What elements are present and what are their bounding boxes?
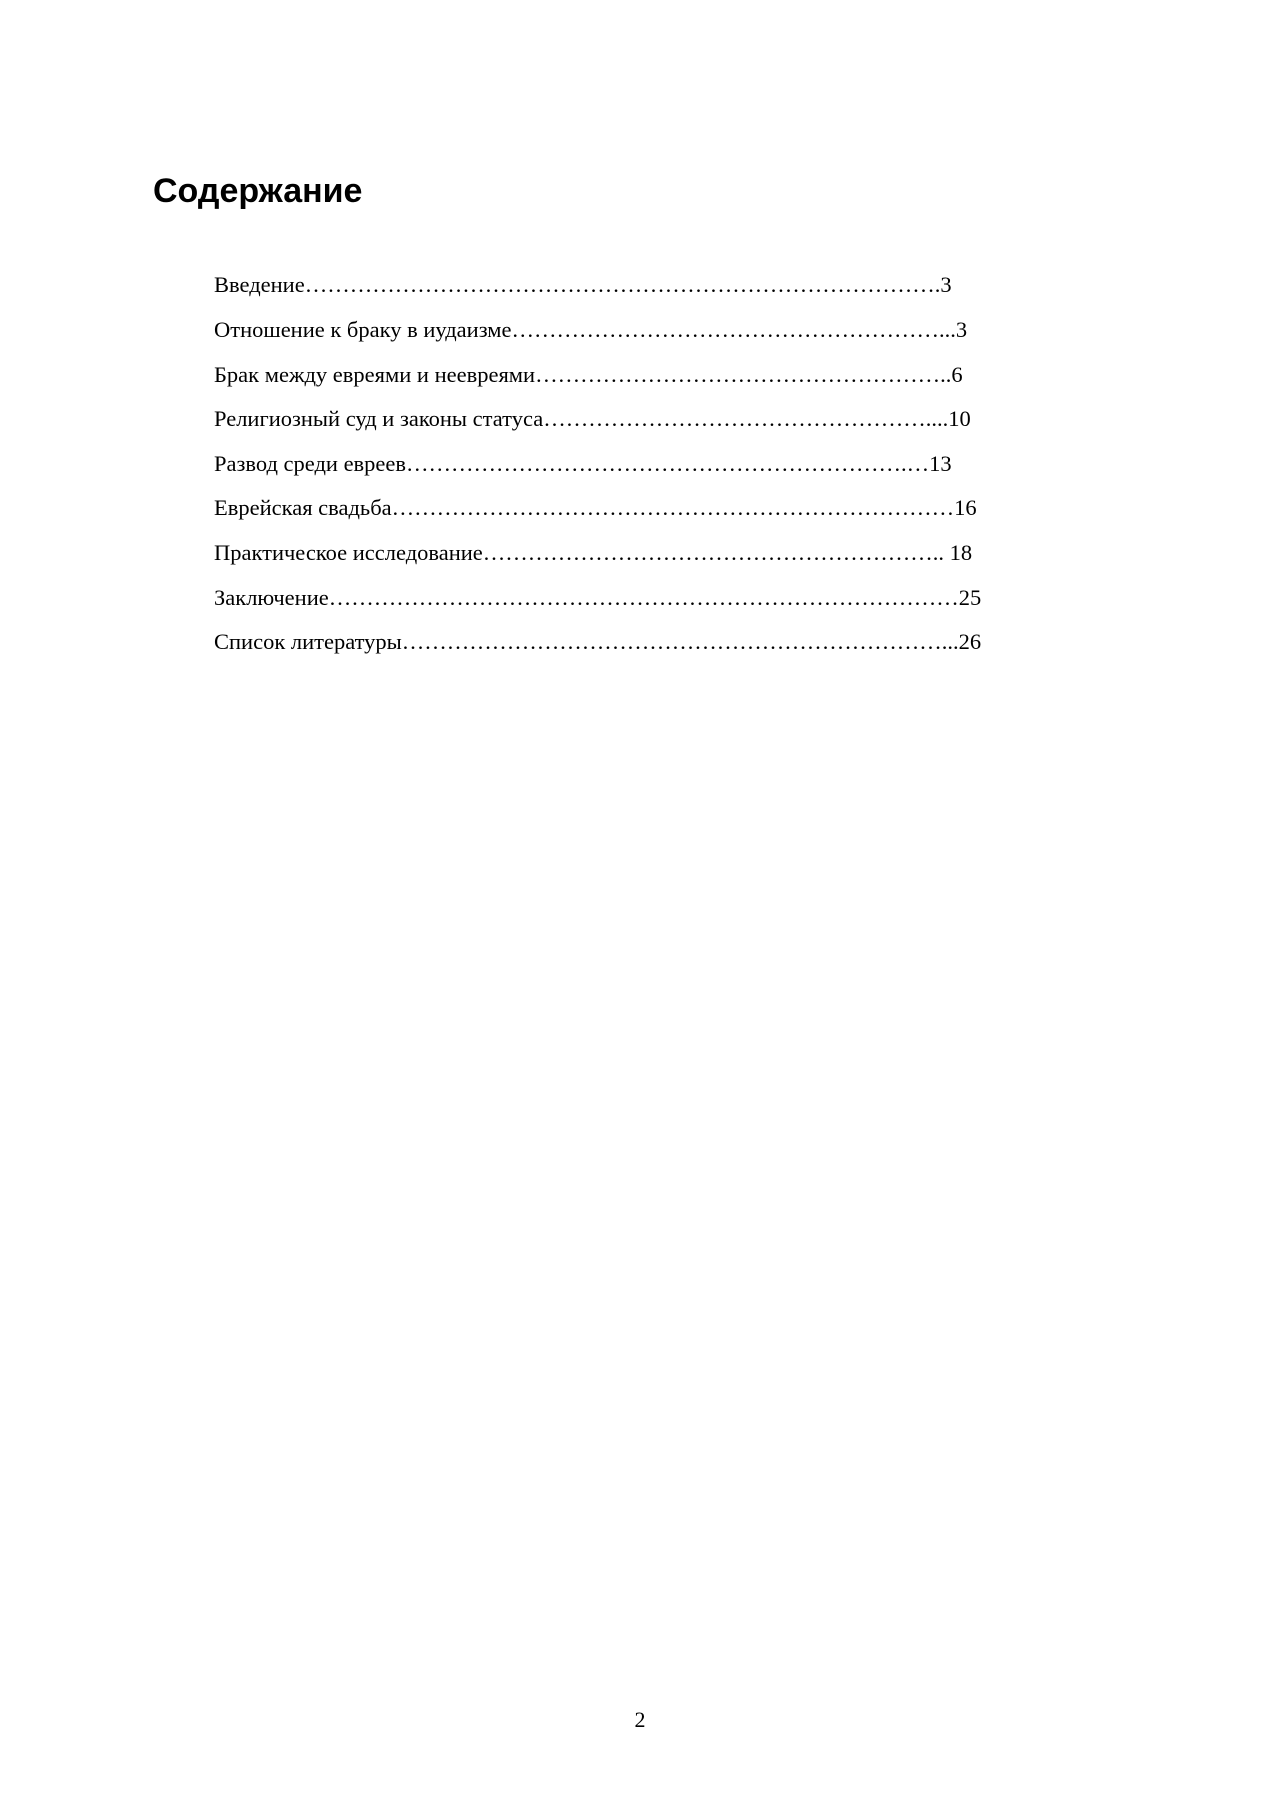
toc-entry bbox=[214, 587, 981, 610]
toc-entry-page: 16 bbox=[954, 495, 977, 520]
page-number: 2 bbox=[634, 1707, 646, 1732]
toc-entry-leader: ……………………………………………….. bbox=[535, 362, 952, 387]
toc-entry-leader: …………………………………………….... bbox=[543, 406, 949, 431]
toc-entry-title: Отношение к браку в иудаизме bbox=[214, 317, 512, 342]
toc-entry-leader: ………………………………………………………….… bbox=[406, 451, 930, 476]
toc-entry-page: 18 bbox=[944, 540, 973, 565]
toc-entry-leader: ………………………………………………………………………… bbox=[328, 585, 959, 610]
toc-entry bbox=[214, 542, 972, 565]
page-title: Содержание bbox=[153, 172, 363, 210]
toc-entry-title: Еврейская свадьба bbox=[214, 495, 392, 520]
toc-entry-leader: ………………………………………………………………… bbox=[391, 495, 955, 520]
toc-entry-title: Введение bbox=[214, 272, 305, 297]
toc-entry bbox=[214, 408, 971, 431]
toc-entry-leader: …………………………………………………………………………. bbox=[304, 272, 941, 297]
toc-entry-title: Практическое исследование bbox=[214, 540, 483, 565]
toc-entry bbox=[214, 631, 981, 654]
toc-entry-title: Религиозный суд и законы статуса bbox=[214, 406, 544, 431]
toc-entry-page: 3 bbox=[955, 317, 968, 342]
toc-entry bbox=[214, 319, 967, 342]
toc-entry bbox=[214, 274, 952, 297]
toc-entry bbox=[214, 364, 963, 387]
toc-entry-leader: …………………………………………………... bbox=[511, 317, 956, 342]
toc-entry-leader: …………………………………………………….. bbox=[482, 540, 945, 565]
toc-entry-page: 6 bbox=[951, 362, 963, 387]
toc-entry bbox=[214, 453, 952, 476]
toc-entry-page: 3 bbox=[940, 272, 952, 297]
toc-entry-title: Заключение bbox=[214, 585, 329, 610]
toc-entry bbox=[214, 497, 977, 520]
toc-entry-page: 26 bbox=[958, 629, 982, 654]
toc-entry-page: 13 bbox=[929, 451, 952, 476]
toc-entry-title: Развод среди евреев bbox=[214, 451, 407, 476]
toc-entry-title: Список литературы bbox=[214, 629, 402, 654]
toc-entry-title: Брак между евреями и неевреями bbox=[214, 362, 536, 387]
toc-entry-leader: ………………………………………………………………... bbox=[401, 629, 959, 654]
toc-entry-page: 25 bbox=[958, 585, 982, 610]
toc-entry-page: 10 bbox=[948, 406, 971, 431]
